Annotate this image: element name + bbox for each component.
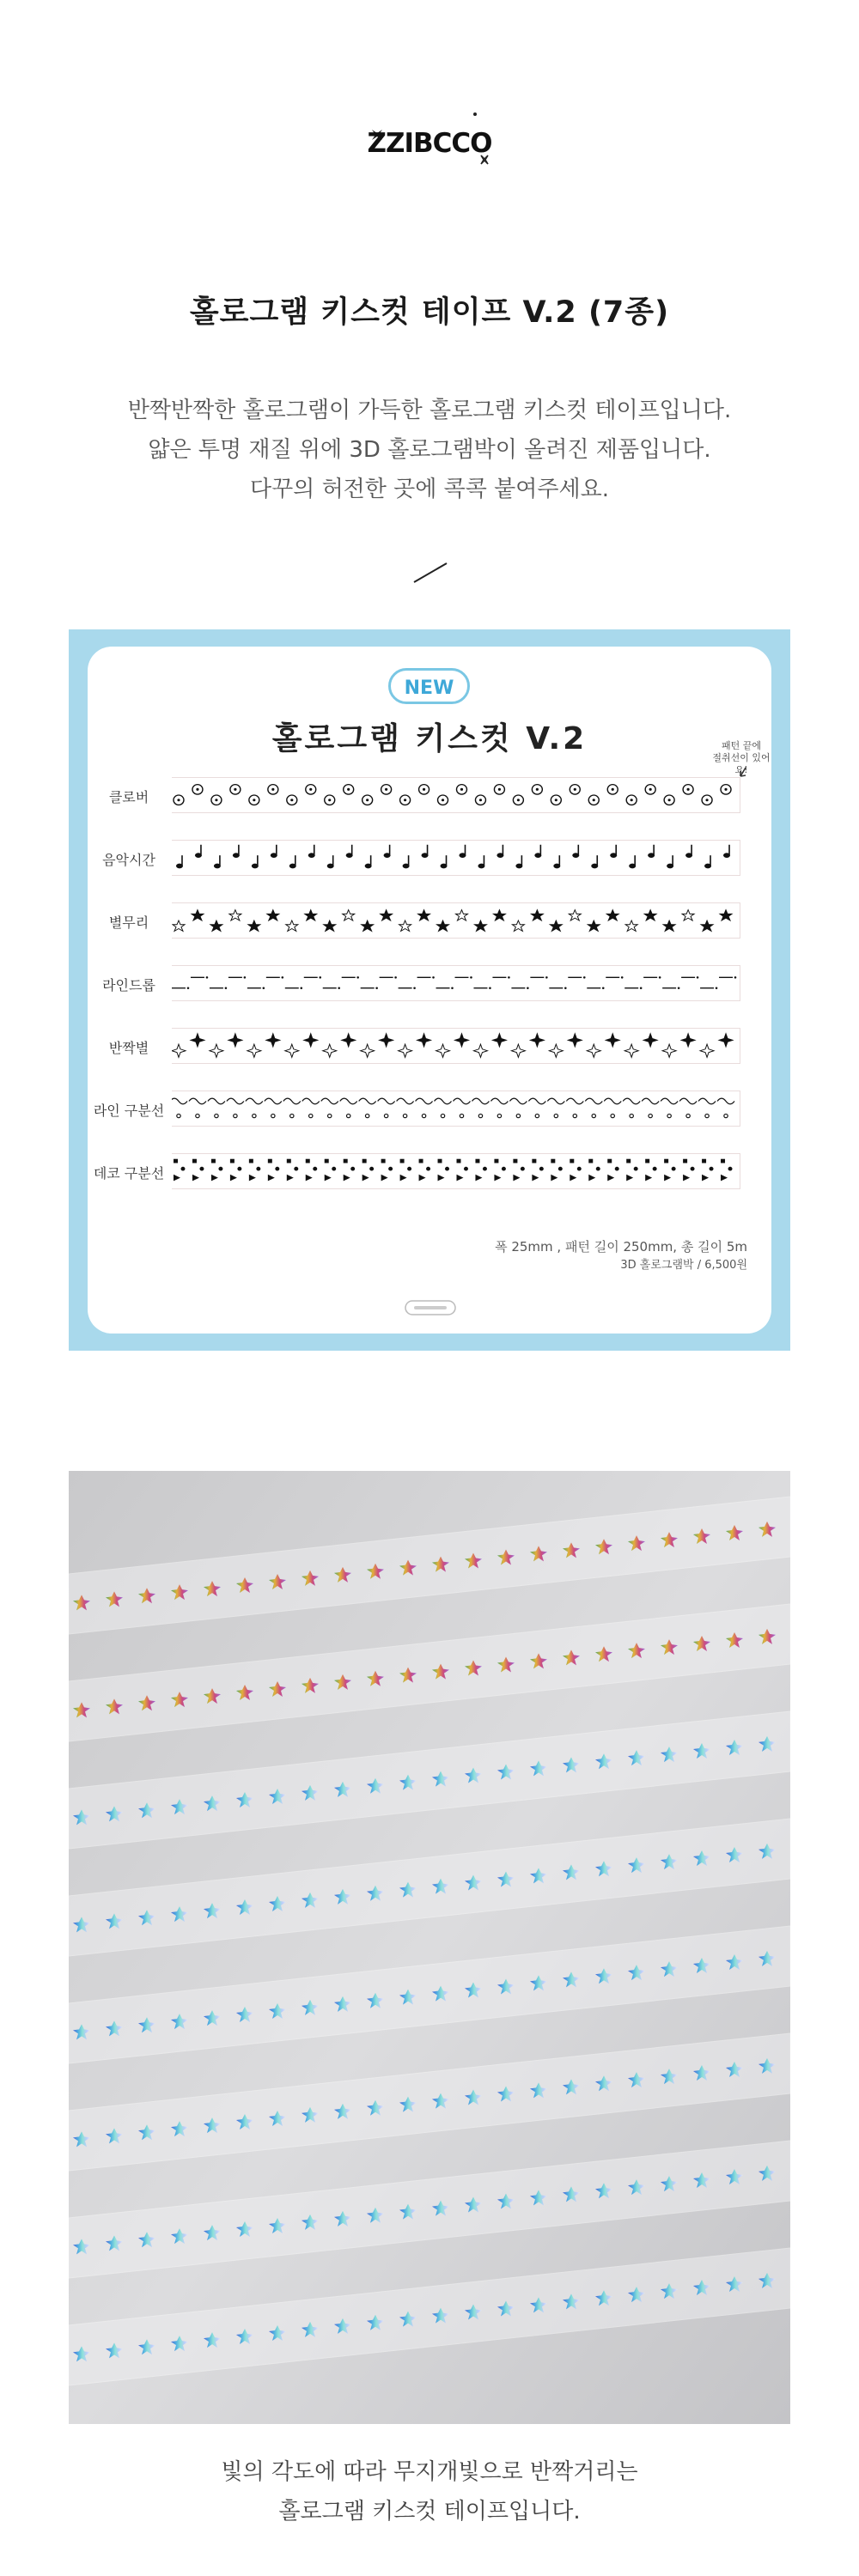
tape-pattern-strip <box>172 965 740 1001</box>
divider-line-icon <box>172 1091 740 1126</box>
logo-text: ZZIBCCO <box>367 128 492 159</box>
holographic-tape-photo <box>69 1471 790 2424</box>
design-label: 반짝별 <box>108 1040 149 1056</box>
card-title: 홀로그램 키스컷 V.2 <box>271 721 588 756</box>
description-line: 얇은 투명 재질 위에 3D 홀로그램박이 올려진 제품입니다. <box>148 437 711 463</box>
small-brand-logo <box>404 1298 457 1317</box>
tape-pattern-strip <box>172 1153 740 1189</box>
new-badge: NEW <box>388 668 470 704</box>
brand-logo <box>339 99 520 180</box>
description-line: 다꾸의 허전한 곳에 콕콕 붙여주세요. <box>249 477 610 502</box>
tape-pattern-strip <box>172 902 740 939</box>
design-label: 별무리 <box>108 914 149 931</box>
design-label: 음악시간 <box>102 852 155 868</box>
tape-pattern-strip <box>172 777 740 813</box>
product-title: 홀로그램 키스컷 테이프 V.2 (7종) <box>189 295 670 330</box>
tape-pattern-strip <box>172 1028 740 1064</box>
sparkle-icon <box>172 1029 740 1063</box>
dashed-line-icon <box>172 966 740 1000</box>
deco-divider-icon <box>172 1154 740 1188</box>
pattern-note: 패턴 끝에 절취선이 있어요! <box>712 740 771 775</box>
flower-icon <box>172 778 740 812</box>
design-label: 라인드롭 <box>102 977 155 993</box>
caption-line: 홀로그램 키스컷 테이프입니다. <box>278 2499 581 2524</box>
spec-dimensions: 폭 25mm , 패턴 길이 250mm, 총 길이 5m <box>495 1239 747 1255</box>
spec-material-price: 3D 홀로그램박 / 6,500원 <box>620 1259 747 1272</box>
design-label: 클로버 <box>108 789 149 805</box>
caption-line: 빛의 각도에 따라 무지개빛으로 반짝거리는 <box>221 2459 638 2485</box>
design-label: 데코 구분선 <box>93 1165 165 1182</box>
tape-pattern-strip <box>172 840 740 876</box>
star-cluster-icon <box>172 903 740 938</box>
tape-pattern-strip <box>172 1091 740 1127</box>
design-label: 라인 구분선 <box>93 1103 165 1119</box>
music-note-icon <box>172 841 740 875</box>
divider-slash-icon <box>411 560 450 586</box>
description-line: 반짝반짝한 홀로그램이 가득한 홀로그램 키스컷 테이프입니다. <box>127 398 732 423</box>
